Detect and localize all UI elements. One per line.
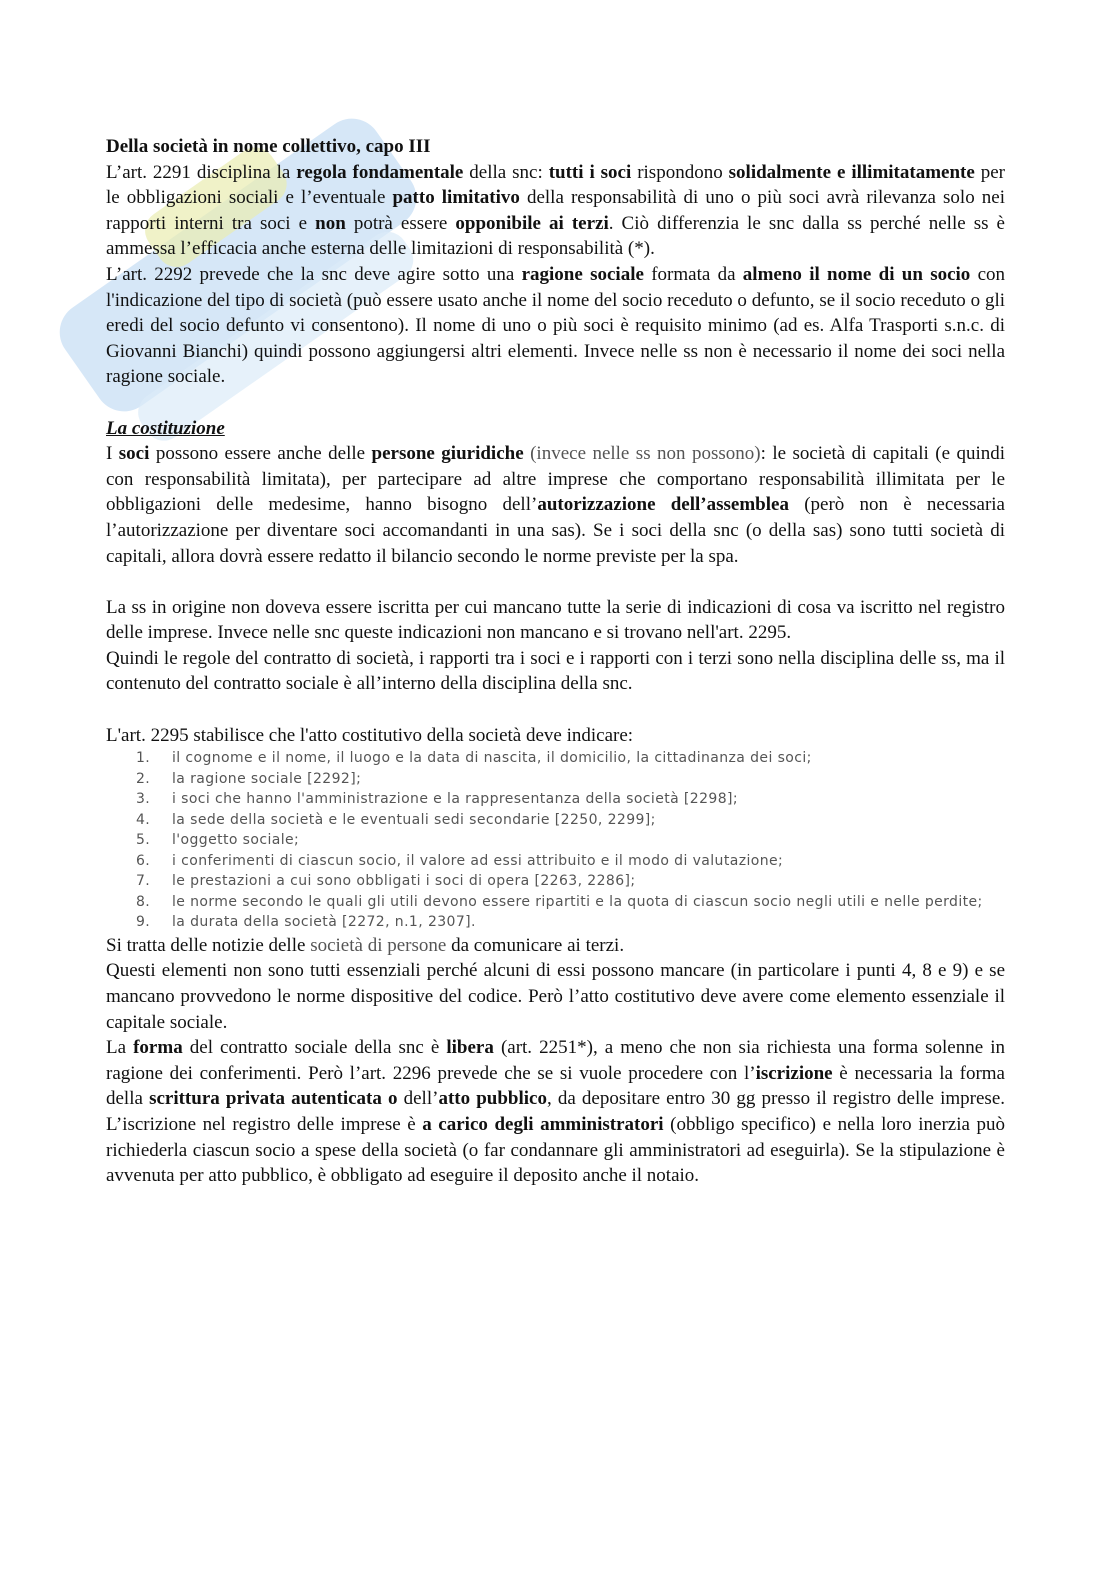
text-run: I xyxy=(106,443,119,465)
bold-text: non xyxy=(315,212,346,234)
paragraph-forma xyxy=(106,1035,1005,1189)
bold-text: solidalmente e illimitatamente xyxy=(728,161,975,183)
paragraph-art-2292 xyxy=(106,262,1005,390)
text-run: della snc: xyxy=(463,161,549,183)
text-run: L’art. 2292 prevede che la snc deve agire sotto una xyxy=(106,263,522,285)
text-run: da comunicare ai terzi. xyxy=(446,934,625,956)
bold-text: patto limitativo xyxy=(392,187,520,209)
bold-text: scrittura privata autenticata o xyxy=(149,1088,398,1110)
bold-text: tutti i soci xyxy=(548,161,632,183)
text-run: : le società di capitali (e quindi con responsabilità limitata), per partecipare ad altre imprese che comportano responsabilità illimitata per le obbligazioni delle medesime, hanno bisogno dell’ xyxy=(106,443,1005,516)
list-item: 7. le prestazioni a cui sono obbligati i soci di opera [2263, 2286]; xyxy=(136,873,636,890)
section-title: Della società in nome collettivo, capo III xyxy=(106,136,431,157)
list-item: 9. la durata della società [2272, n.1, 2307]. xyxy=(136,914,476,931)
text-run: dell’ xyxy=(397,1088,439,1110)
text-run: della responsabilità di uno o più soci avrà rilevanza solo nei rapporti interni tra soci e xyxy=(106,187,1005,234)
text-run: (art. 2251*), a meno che non sia richiesta una forma solenne in ragione dei conferimenti. Però l’art. 2296 prevede che se si vuole procedere con l’ xyxy=(106,1037,1005,1084)
bold-text: ragione sociale xyxy=(521,263,644,285)
text-run: per le obbligazioni sociali e l’eventuale xyxy=(106,161,1005,209)
text-run: è necessaria la forma della xyxy=(106,1062,1005,1110)
paragraph-regole-contratto: Quindi le regole del contratto di società, i rapporti tra i soci e i rapporti con i terzi sono nella disciplina delle ss, ma il contenuto del contratto sociale è all’interno della disciplina della snc. xyxy=(106,647,1005,695)
gray-text: società di persone xyxy=(310,934,447,956)
gray-text: (invece nelle ss non possono) xyxy=(530,443,761,465)
paragraph-ss-origine: La ss in origine non doveva essere iscritta per cui mancano tutte la serie di indicazioni di cosa va iscritto nel registro delle imprese. Invece nelle snc queste indicazioni non mancano e si trovano nell'art. 2295. xyxy=(106,596,1005,644)
text-run: con l'indicazione del tipo di società (può essere usato anche il nome del socio receduto o defunto, se il socio receduto o gli eredi del socio defunto vi consentono). Il nome di uno o più soci è requisito minimo (ad es. Alfa Trasporti s.n.c. di Giovanni Bianchi) quindi possono aggiungersi altri elementi. Invece nelle ss non è necessario il nome dei soci nella ragione sociale. xyxy=(106,263,1006,388)
bold-text: persone giuridiche xyxy=(371,443,524,465)
list-item: 2. la ragione sociale [2292]; xyxy=(136,770,362,787)
list-item: 1. il cognome e il nome, il luogo e la data di nascita, il domicilio, la cittadinanza dei soci; xyxy=(136,750,812,767)
bold-text: almeno il nome di un socio xyxy=(742,263,971,285)
bold-text: autorizzazione dell’assemblea xyxy=(537,494,789,516)
text-run: del contratto sociale della snc è xyxy=(182,1037,447,1059)
bold-text: opponibile ai terzi xyxy=(455,212,609,234)
list-item: 5. l'oggetto sociale; xyxy=(136,832,300,849)
list-item: 6. i conferimenti di ciascun socio, il valore ad essi attribuito e il modo di valutazione; xyxy=(136,852,784,869)
text-run: , da depositare entro 30 gg presso il registro delle imprese. L’iscrizione nel registro delle imprese è xyxy=(106,1088,1006,1135)
bold-text: atto pubblico xyxy=(438,1088,547,1110)
bold-text: forma xyxy=(133,1037,183,1059)
bold-text: libera xyxy=(446,1037,494,1059)
paragraph-notizie xyxy=(106,933,1005,959)
list-item: 8. le norme secondo le quali gli utili devono essere ripartiti e la quota di ciascun socio negli utili e nelle perdite; xyxy=(136,893,983,910)
bold-text: regola fondamentale xyxy=(296,161,464,183)
text-run: L’art. 2291 disciplina la xyxy=(106,161,297,183)
text-run: (obbligo specifico) e nella loro inerzia può richiederla ciascun socio a spese della società (o far condannare gli amministratori ad eseguirla). Se la stipulazione è avvenuta per atto pubblico, è obbligato ad eseguire il deposito anche il notaio. xyxy=(106,1113,1005,1187)
subheading-costituzione: La costituzione xyxy=(106,417,225,439)
text-run: Si tratta delle notizie delle xyxy=(106,934,311,956)
list-item: 3. i soci che hanno l'amministrazione e la rappresentanza della società [2298]; xyxy=(136,791,738,808)
paragraph-soci xyxy=(106,441,1005,569)
list-item: 4. la sede della società e le eventuali sedi secondarie [2250, 2299]; xyxy=(136,811,656,828)
text-run: . Ciò differenzia le snc dalla ss perché nelle ss è ammessa l’efficacia anche esterna delle limitazioni di responsabilità (*). xyxy=(106,212,1005,260)
text-run: rispondono xyxy=(631,161,729,183)
text-run: (però non è necessaria l’autorizzazione per diventare soci accomandanti in una sas). Se i soci della snc (o della sas) sono tutti società di capitali, allora dovrà essere redatto il bilancio secondo le norme previste per la spa. xyxy=(106,494,1005,567)
paragraph-elementi-essenziali: Questi elementi non sono tutti essenziali perché alcuni di essi possono mancare (in particolare i punti 4, 8 e 9) e se mancano provvedono le norme dispositive del codice. Però l’atto costitutivo deve avere come elemento essenziale il capitale sociale. xyxy=(106,960,1005,1033)
bold-text: iscrizione xyxy=(755,1062,833,1084)
art-2295-list xyxy=(106,748,1005,933)
text-run: possono essere anche delle xyxy=(149,443,372,465)
text-run: potrà essere xyxy=(345,212,456,234)
bold-text: a carico degli amministratori xyxy=(422,1113,664,1135)
paragraph-art-2291 xyxy=(106,160,1005,262)
text-run: La xyxy=(106,1037,134,1059)
bold-text: soci xyxy=(118,443,150,465)
text-run: formata da xyxy=(643,263,743,285)
document-page xyxy=(106,134,1005,1189)
paragraph-art-2295-intro: L'art. 2295 stabilisce che l'atto costitutivo della società deve indicare: xyxy=(106,724,634,746)
